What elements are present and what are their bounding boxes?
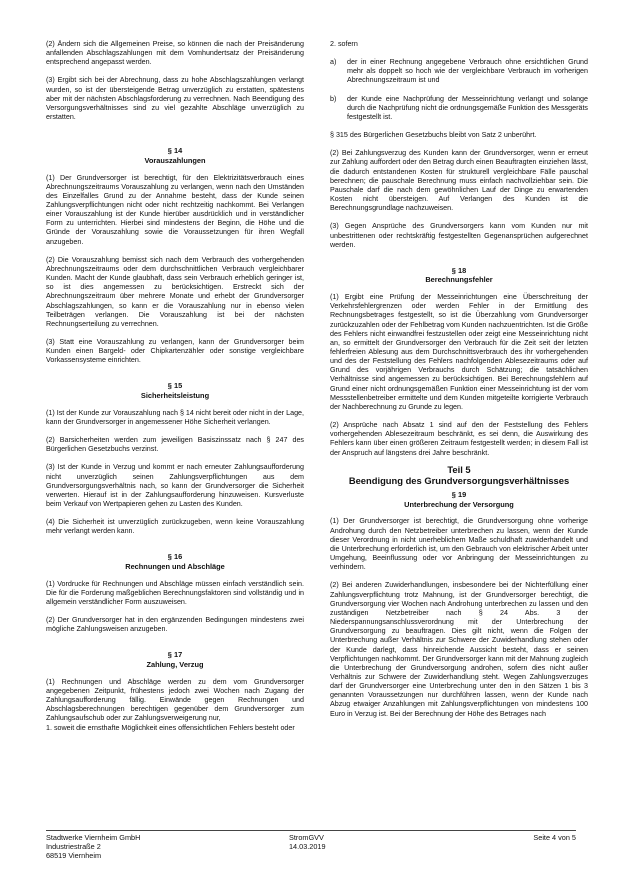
paragraph: (2) Ansprüche nach Absatz 1 sind auf den der Feststellung des Fehlers vorhergehenden Ablesezeitraum beschränkt, es sei denn, die Auswirkung des Fehlers kann über einen größeren Zeitraum festgestellt werden; in diesem Fall ist der Anspruch auf längstens drei Jahre beschränkt. [330,421,588,457]
paragraph: (1) Der Grundversorger ist berechtigt, für den Elektrizitätsverbrauch eines Abrechnungszeitraums Vorauszahlung zu verlangen, wenn nach den Umständen des Einzelfalles Grund zu der Annahme besteht, dass der Kunde seinen Zahlungsverpflichtungen nicht oder nicht rechtzeitig nachkommt. Bei Verlangen einer Vorauszahlung ist der Kunde hierüber ausdrücklich und in verständlicher Form zu unterrichten. Hierbei sind mindestens der Beginn, die Höhe und die Gründe der Vorauszahlung sowie die Voraussetzungen für ihren Wegfall anzugeben. [46,173,304,246]
part-title: Beendigung des Grundversorgungsverhältnisses [348,475,570,487]
paragraph: (1) Vordrucke für Rechnungen und Abschläge müssen einfach verständlich sein. Die für die Forderung maßgeblichen Berechnungsfaktoren sind vollständig und in allgemein verständlicher Form auszuweisen. [46,579,304,606]
paragraph: (3) Ist der Kunde in Verzug und kommt er nach erneuter Zahlungsaufforderung nicht unverzüglich seinen Zahlungsverpflichtungen aus dem Grundversorgungsverhältnis nach, so kann der Grundversorger die Sicherheit verwerten. Hierauf ist in der Zahlungsaufforderung hinzuweisen. Kursverluste beim Verkauf von Wertpapieren gehen zu Lasten des Kunden. [46,463,304,508]
right-column [330,40,588,728]
section-number: § 16 [167,552,183,562]
footer-document: StromGVV [289,833,324,842]
paragraph: (2) Bei anderen Zuwiderhandlungen, insbesondere bei der Nichterfüllung einer Zahlungsverpflichtung trotz Mahnung, ist der Grundversorger berechtigt, die Grundversorgung vier Wochen nach Androhung unterbrechen zu lassen und den zuständigen Netzbetreiber nach § 24 Abs. 3 der Niederspannungsanschlussverordnung mit der Unterbrechung der Grundversorgung zu beauftragen. Dies gilt nicht, wenn die Folgen der Unterbrechung außer Verhältnis zur Schwere der Zuwiderhandlung stehen oder der Kunde darlegt, dass hinreichende Aussicht besteht, dass er seinen Verpflichtungen nachkommt. Der Grundversorger kann mit der Mahnung zugleich die Unterbrechung der Grundversorgung androhen, sofern dies nicht außer Verhältnis zur Schwere der Zuwiderhandlung steht. Wegen Zahlungsverzuges darf der Grundversorger eine Unterbrechung unter den in den Sätzen 1 bis 3 genannten Voraussetzungen nur durchführen lassen, wenn der Kunde nach Abzug etwaiger Anzahlungen mit Zahlungsverpflichtungen von mindestens 100 Euro in Verzug ist. Bei der Berechnung der Höhe des Betrages nach [330,581,588,718]
section-number: § 14 [167,146,183,156]
page-number: Seite 4 von 5 [533,833,576,842]
footer-company: Stadtwerke Viernheim GmbH [46,833,141,842]
footer-city: 68519 Viernheim [46,850,102,860]
paragraph: § 315 des Bürgerlichen Gesetzbuchs bleibt von Satz 2 unberührt. [330,131,537,140]
section-18-heading [330,266,588,285]
section-number: § 19 [451,490,467,500]
paragraph: (2) Die Vorauszahlung bemisst sich nach dem Verbrauch des vorhergehenden Abrechnungszeitraums oder dem durchschnittlichen Verbrauch vergleichbarer Kunden. Macht der Kunde glaubhaft, dass sein Verbrauch erheblich geringer ist, so ist dies angemessen zu berücksichtigen. Erstreckt sich der Abrechnungszeitraum über mehrere Monate und erhebt der Grundversorger Abschlagszahlungen, so kann er die Vorauszahlung nur in ebenso vielen Teilbeträgen verlangen. Die Vorauszahlung ist bei der nächsten Rechnungserteilung zu verrechnen. [46,255,304,328]
list-item [330,95,588,122]
section-title: Rechnungen und Abschläge [125,562,225,572]
footer-document-info [289,834,326,852]
section-number: § 17 [167,650,183,660]
section-title: Sicherheitsleistung [140,391,210,401]
paragraph: 1. soweit die ernsthafte Möglichkeit eines offensichtlichen Fehlers besteht oder [46,723,295,732]
part-number: Teil 5 [447,463,471,475]
paragraph: (1) Ergibt eine Prüfung der Messeinrichtungen eine Überschreitung der Verkehrsfehlergrenzen oder werden Fehler in der Ermittlung des Rechnungsbetrages festgestellt, so ist die Überzahlung vom Grundversorger zurückzuzahlen oder der Fehlbetrag vom Kunden nachzuentrichten. Ist die Größe des Fehlers nicht einwandfrei festzustellen oder zeigt eine Messeinrichtung nicht an, so ermittelt der Grundversorger den Verbrauch für die Zeit seit der letzten fehlerfreien Ablesung aus dem Durchschnittsverbrauch des ihr vorhergehenden und des der Feststellung des Fehlers nachfolgenden Ablesezeitraums oder auf Grund des vorjährigen Verbrauchs durch Schätzung; die tatsächlichen Verhältnisse sind angemessen zu berücksichtigen. Bei Berechnungsfehlern auf Grund einer nicht ordnungsgemäßen Funktion einer Messeinrichtung ist der vom Messstellenbetreiber ermittelte und dem Kunden mitgeteilte korrigierte Verbrauch der Nachberechnung zu Grunde zu legen. [330,293,589,411]
list-marker: a) [330,58,337,67]
paragraph: 2. sofern [330,40,358,48]
list-item [330,58,588,85]
paragraph: (2) Barsicherheiten werden zum jeweiligen Basiszinssatz nach § 247 des Bürgerlichen Gesetzbuchs verzinst. [46,436,304,454]
section-16-heading [46,552,304,571]
paragraph: (2) Bei Zahlungsverzug des Kunden kann der Grundversorger, wenn er erneut zur Zahlung auffordert oder den Betrag durch einen Beauftragten einziehen lässt, die dadurch entstandenen Kosten für strukturell vergleichbare Fälle pauschal berechnen; die pauschale Berechnung muss einfach nachvollziehbar sein. Die Pauschale darf die nach dem gewöhnlichen Lauf der Dinge zu erwartenden Kosten nicht übersteigen. Auf Verlangen des Kunden ist die Berechnungsgrundlage nachzuweisen. [330,149,588,213]
paragraph: (2) Ändern sich die Allgemeinen Preise, so können die nach der Preisänderung anfallenden Abschlagszahlungen mit dem Vomhundertsatz der Preisänderung entsprechend angepasst werden. [46,40,304,67]
section-number: § 15 [167,381,183,391]
section-title: Unterbrechung der Versorgung [404,499,514,509]
paragraph: (1) Ist der Kunde zur Vorauszahlung nach § 14 nicht bereit oder nicht in der Lage, kann der Grundversorger in angemessener Höhe Sicherheit verlangen. [46,408,304,426]
footer-divider [46,830,576,831]
footer-address [46,834,140,861]
list-marker: b) [330,94,337,103]
paragraph: (1) Rechnungen und Abschläge werden zu dem vom Grundversorger angegebenen Zeitpunkt, frühestens jedoch zwei Wochen nach Zugang der Zahlungsaufforderung fällig. Einwände gegen Rechnungen und Abschlagsberechnungen berechtigen gegenüber dem Grundversorger zum Zahlungsaufschub oder zur Zahlungsverweigerung nur, [46,677,304,723]
section-17-heading [46,650,304,669]
section-14-heading [46,146,304,165]
paragraph: (3) Statt eine Vorauszahlung zu verlangen, kann der Grundversorger beim Kunden einen Bargeld- oder Chipkartenzähler oder sonstige vergleichbare Vorkassensysteme einrichten. [46,338,304,365]
section-15-heading [46,381,304,400]
list-text: der Kunde eine Nachprüfung der Messeinrichtung verlangt und solange durch die Nachprüfung nicht die ordnungsgemäße Funktion des Messgeräts festgestellt ist. [347,94,588,121]
footer-date: 14.03.2019 [289,841,326,851]
paragraph: (2) Der Grundversorger hat in den ergänzenden Bedingungen mindestens zwei mögliche Zahlungsweisen anzugeben. [46,616,304,634]
section-19-heading [330,490,588,509]
section-title: Vorauszahlungen [144,155,206,165]
paragraph: (3) Gegen Ansprüche des Grundversorgers kann vom Kunden nur mit unbestrittenen oder rechtskräftig festgestellten Gegenansprüchen aufgerechnet werden. [330,222,588,249]
paragraph: (3) Ergibt sich bei der Abrechnung, dass zu hohe Abschlagszahlungen verlangt wurden, so ist der übersteigende Betrag unverzüglich zu erstatten, spätestens aber mit der nächsten Abschlagsforderung zu verrechnen. Nach Beendigung des Versorgungsverhältnisses sind zu viel gezahlte Abschläge unverzüglich zu erstatten. [46,76,304,122]
paragraph: (1) Der Grundversorger ist berechtigt, die Grundversorgung ohne vorherige Androhung durch den Netzbetreiber unterbrechen zu lassen, wenn der Kunde dieser Verordnung in nicht unerheblichem Maße schuldhaft zuwiderhandelt und die Unterbrechung erforderlich ist, um den Gebrauch von elektrischer Arbeit unter Umgehung, Beeinflussung oder vor Anbringung der Messeinrichtungen zu verhindern. [330,517,588,572]
footer-page-number [533,834,576,843]
part-5-heading [330,464,588,488]
paragraph: (4) Die Sicherheit ist unverzüglich zurückzugeben, wenn keine Vorauszahlung mehr verlangt werden kann. [46,518,304,536]
section-title: Zahlung, Verzug [146,660,204,670]
section-title: Berechnungsfehler [425,275,493,285]
section-number: § 18 [451,265,467,275]
left-column [46,40,304,742]
footer-street: Industriestraße 2 [46,841,101,851]
list-text: der in einer Rechnung angegebene Verbrauch ohne ersichtlichen Grund mehr als doppelt so hoch wie der vergleichbare Verbrauch im vorherigen Abrechnungszeitraum ist und [347,58,588,85]
